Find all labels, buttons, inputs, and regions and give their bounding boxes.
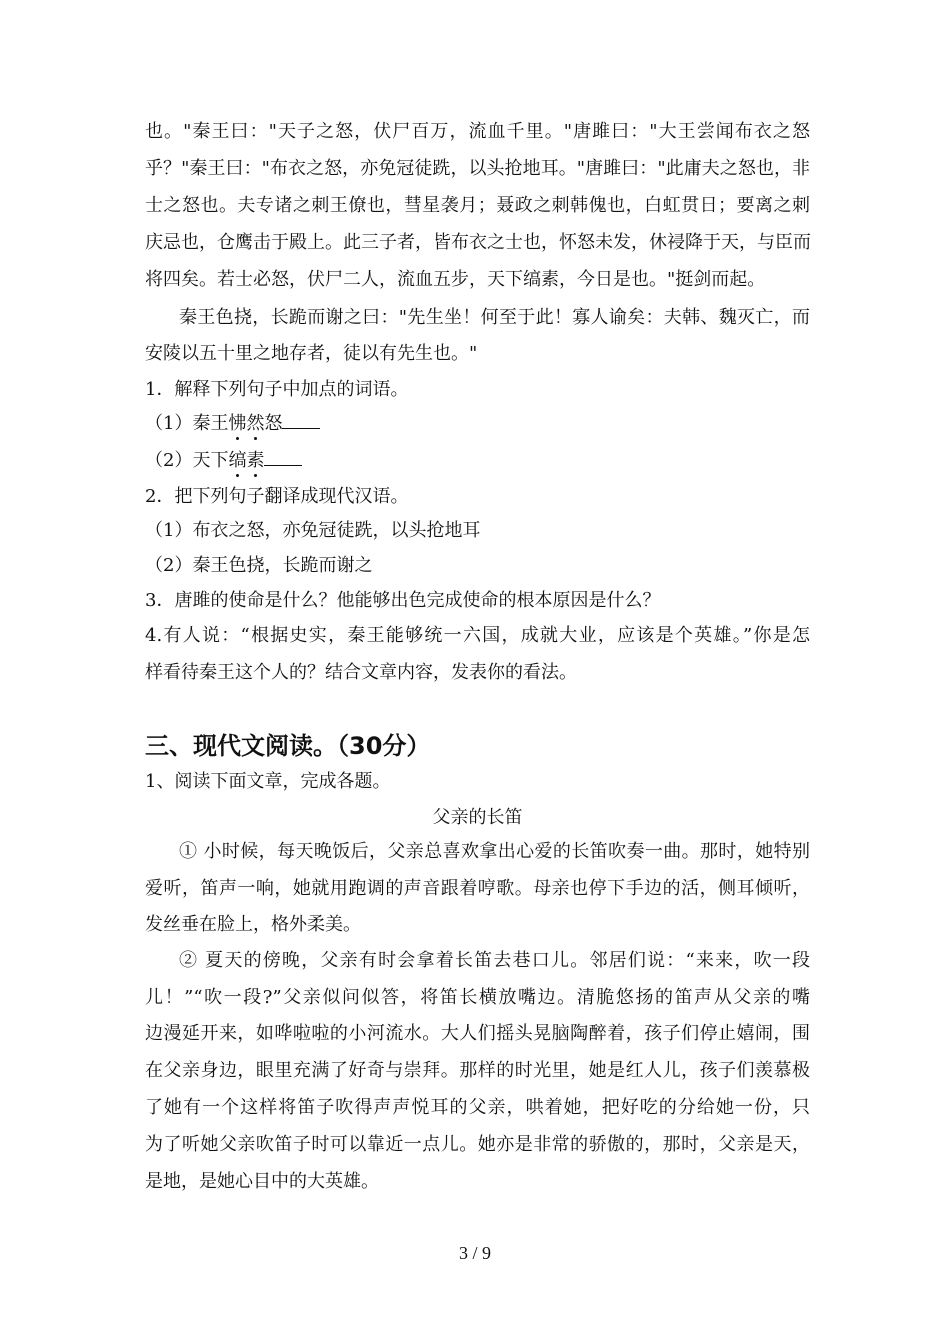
article-line: ① 小时候，每天晚饭后，父亲总喜欢拿出心爱的长笛吹奏一曲。那时，她特别	[179, 841, 810, 862]
article-line: 是地，是她心目中的大英雄。	[145, 1171, 379, 1192]
item-suffix: 怒	[264, 413, 283, 434]
item-prefix: （1）秦王	[145, 413, 229, 434]
question-4-line: 4.有人说：“根据史实，秦王能够统一六国，成就大业，应该是个英雄。”你是怎	[145, 625, 810, 646]
question-1-prompt: 1．解释下列句子中加点的词语。	[145, 379, 409, 400]
passage-line: 庆忌也，仓鹰击于殿上。此三子者，皆布衣之士也，怀怒未发，休祲降于天，与臣而	[145, 232, 811, 253]
article-line: 发丝垂在脸上，格外柔美。	[145, 914, 361, 935]
article-line: 在父亲身边，眼里充满了好奇与崇拜。那样的时光里，她是红人儿，孩子们羡慕极	[145, 1060, 810, 1081]
passage-line: 安陵以五十里之地存者，徒以有先生也。"	[145, 343, 478, 364]
question-3: 3．唐雎的使命是什么？他能够出色完成使命的根本原因是什么？	[145, 590, 661, 611]
answer-blank[interactable]	[282, 412, 320, 429]
section-instruction: 1、阅读下面文章，完成各题。	[145, 771, 391, 792]
article-line: 了她有一个这样将笛子吹得声声悦耳的父亲，哄着她，把好吃的分给她一份，只	[145, 1097, 810, 1118]
article-line: 儿！”“吹一段?”父亲似问似答，将笛长横放嘴边。清脆悠扬的笛声从父亲的嘴	[145, 987, 810, 1008]
answer-blank[interactable]	[264, 449, 302, 466]
dotted-character: 素	[246, 450, 265, 471]
section-heading: 三、现代文阅读。（30分）	[145, 732, 431, 760]
passage-line: 将四矣。若士必怒，伏尸二人，流血五步，天下缟素，今日是也。"挺剑而起。	[145, 269, 766, 290]
item-prefix: （2）天下	[145, 450, 229, 471]
question-4-line: 样看待秦王这个人的？结合文章内容，发表你的看法。	[145, 662, 577, 683]
article-line: 为了听她父亲吹笛子时可以靠近一点儿。她亦是非常的骄傲的，那时，父亲是天，	[145, 1134, 810, 1155]
article-title: 父亲的长笛	[432, 807, 523, 828]
dotted-character: 缟	[228, 450, 247, 471]
question-2-item-2: （2）秦王色挠，长跪而谢之	[145, 555, 373, 576]
article-line: 边漫延开来，如哗啦啦的小河流水。大人们摇头晃脑陶醉着，孩子们停止嬉闹，围	[145, 1023, 810, 1044]
passage-line: 士之怒也。夫专诸之刺王僚也，彗星袭月；聂政之刺韩傀也，白虹贯日；要离之刺	[145, 195, 810, 216]
question-2-prompt: 2．把下列句子翻译成现代汉语。	[145, 486, 409, 507]
passage-line: 乎？"秦王曰："布衣之怒，亦免冠徒跣，以头抢地耳。"唐雎曰："此庸夫之怒也，非	[145, 158, 810, 179]
article-line: ② 夏天的傍晚，父亲有时会拿着长笛去巷口儿。邻居们说：“来来，吹一段	[179, 950, 810, 971]
question-1-item-1	[145, 412, 810, 436]
dotted-character: 然	[246, 413, 265, 434]
question-2-item-1: （1）布衣之怒，亦免冠徒跣，以头抢地耳	[145, 520, 481, 541]
page-number: 3 / 9	[458, 1243, 491, 1263]
passage-line: 也。"秦王曰："天子之怒，伏尸百万，流血千里。"唐雎曰："大王尝闻布衣之怒	[145, 121, 810, 142]
dotted-character: 怫	[228, 413, 247, 434]
article-line: 爱听，笛声一响，她就用跑调的声音跟着哼歌。母亲也停下手边的活，侧耳倾听，	[145, 878, 810, 899]
question-1-item-2	[145, 449, 810, 473]
passage-line: 秦王色挠，长跪而谢之曰："先生坐！何至于此！寡人谕矣：夫韩、魏灭亡，而	[179, 307, 810, 328]
